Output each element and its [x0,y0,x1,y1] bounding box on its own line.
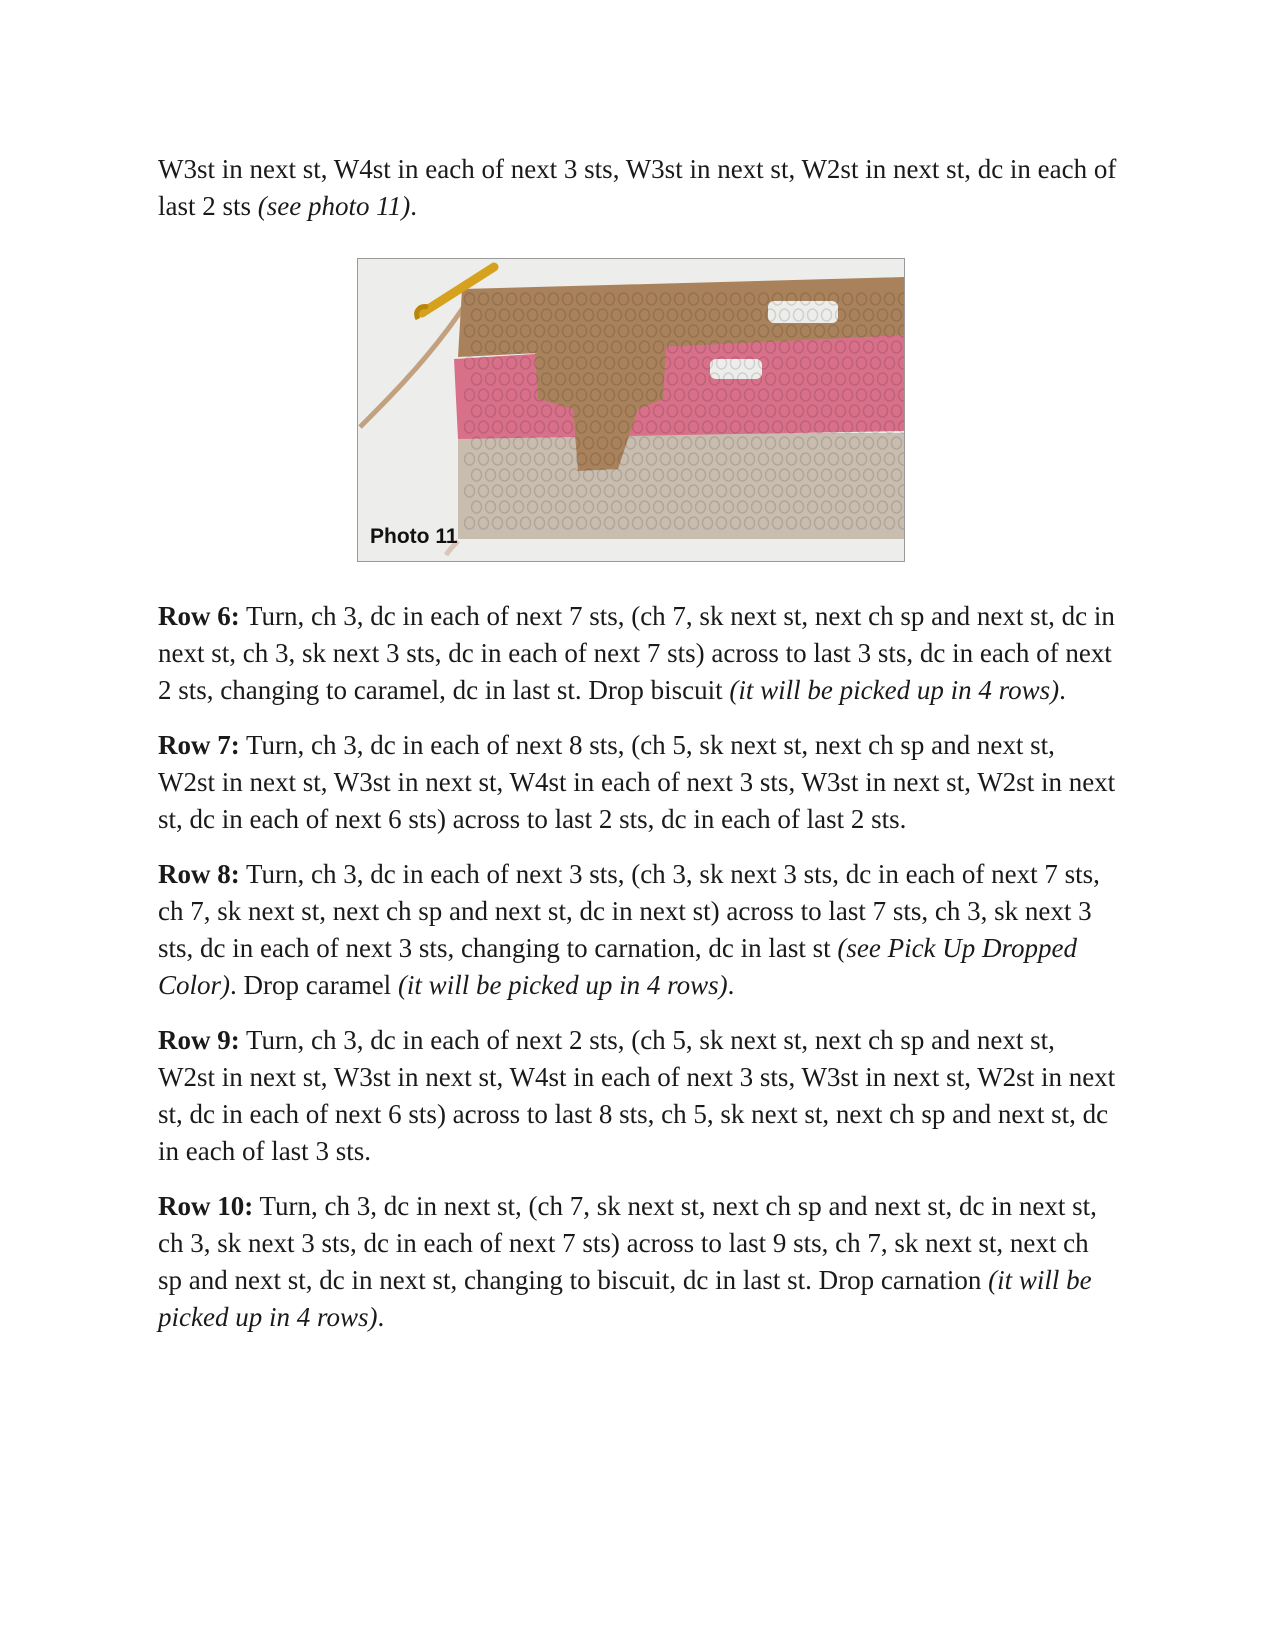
row-paragraph [158,1022,1118,1170]
row-label: Row 6: [158,601,240,631]
row-text-continued: . [1059,675,1066,705]
row-instructions [158,598,1118,1354]
row-end: . [377,1302,385,1332]
intro-text: W3st in next st, W4st in each of next 3 sts, W3st in next st, W2st in next st, dc in each of last 2 sts [158,154,1117,221]
crochet-swatch-illustration [358,259,905,562]
row-note: (it will be picked up in 4 rows) [729,675,1060,705]
row-paragraph [158,727,1118,838]
row-note: (it will be picked up in 4 rows) [158,1265,1092,1332]
row-label: Row 10: [158,1191,254,1221]
row-note-secondary: (it will be picked up in 4 rows) [397,970,728,1000]
row-text-continued: . Drop caramel [230,970,398,1000]
row-paragraph [158,598,1118,709]
row-label: Row 7: [158,730,240,760]
row-text: Turn, ch 3, dc in next st, (ch 7, sk next st, next ch sp and next st, dc in next st, ch 3, sk next 3 sts, dc in each of next 7 sts) across to last 9 sts, ch 7, sk next st, next ch sp and next st, dc in next st, changing to biscuit, dc in last st. Drop carnation [158,1191,1097,1295]
row-end: . [727,970,735,1000]
row-text: Turn, ch 3, dc in each of next 8 sts, (ch 5, sk next st, next ch sp and next st, W2st in next st, W3st in next st, W4st in each of next 3 sts, W3st in next st, W2st in next st, dc in each of next 6 sts) across to last 2 sts, dc in each of last 2 sts. [158,730,1116,834]
row-label: Row 8: [158,859,240,889]
intro-note: (see photo 11) [257,191,411,221]
row-paragraph [158,1188,1118,1336]
intro-paragraph [158,151,1118,225]
row-note: (see Pick Up Dropped Color) [158,933,1078,1000]
row-paragraph [158,856,1118,1004]
intro-end: . [410,191,417,221]
row-text: Turn, ch 3, dc in each of next 7 sts, (ch 7, sk next st, next ch sp and next st, dc in next st, ch 3, sk next 3 sts, dc in each of next 7 sts) across to last 3 sts, dc in each of next 2 sts, changing to caramel, dc in last st. Drop biscuit [158,601,1115,705]
row-label: Row 9: [158,1025,240,1055]
crochet-photo [357,258,905,562]
photo-caption: Photo 11 [370,525,458,548]
row-text: Turn, ch 3, dc in each of next 2 sts, (ch 5, sk next st, next ch sp and next st, W2st in next st, W3st in next st, W4st in each of next 3 sts, W3st in next st, W2st in next st, dc in each of next 6 sts) across to last 8 sts, ch 5, sk next st, next ch sp and next st, dc in each of last 3 sts. [158,1025,1116,1166]
row-text: Turn, ch 3, dc in each of next 3 sts, (ch 3, sk next 3 sts, dc in each of next 7 sts, ch 7, sk next st, next ch sp and next st, dc in next st) across to last 7 sts, ch 3, sk next 3 sts, dc in each of next 3 sts, changing to carnation, dc in last st [158,859,1100,963]
